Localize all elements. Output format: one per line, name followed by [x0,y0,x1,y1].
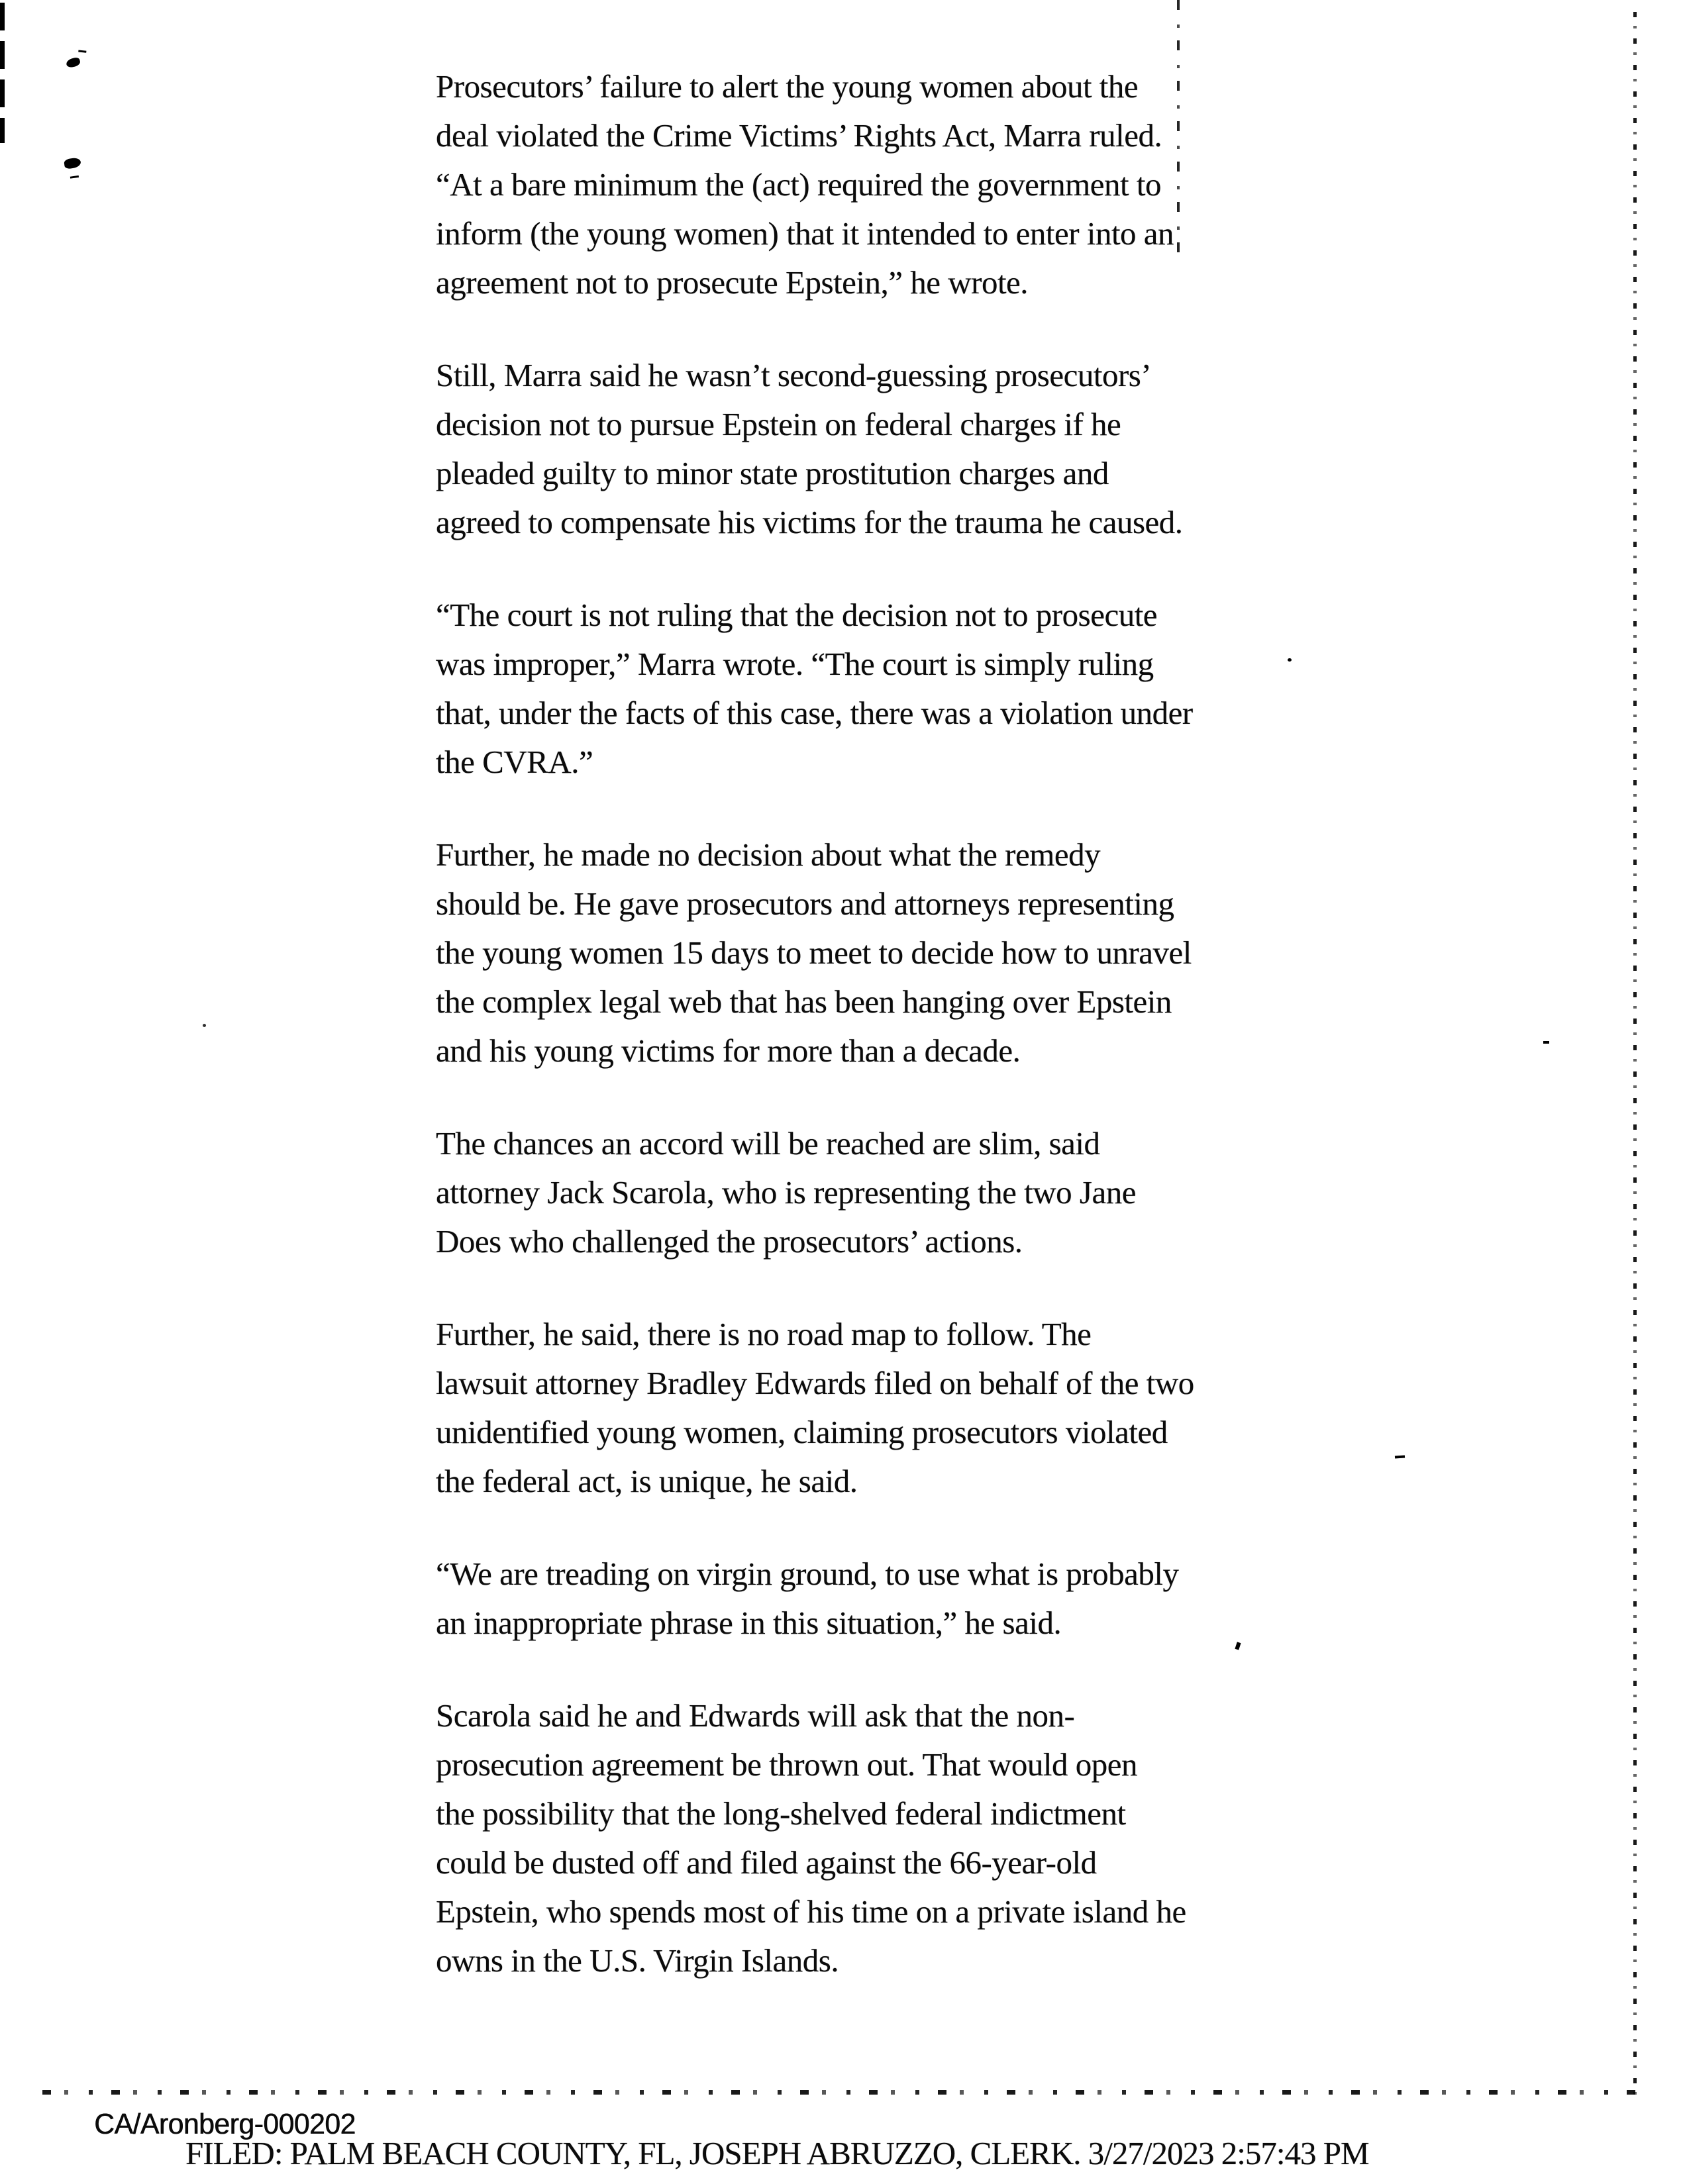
text-line: the complex legal web that has been hanging over Epstein [436,983,1172,1020]
text-line: and his young victims for more than a decade. [436,1032,1021,1069]
paragraph [436,351,1194,547]
scan-speck-artifact [1288,658,1292,662]
text-line: The chances an accord will be reached are slim, said [436,1125,1100,1162]
scan-speck-artifact [1235,1642,1241,1650]
text-line: inform (the young women) that it intended to enter into an [436,215,1174,252]
text-line: Further, he said, there is no road map to follow. The [436,1316,1092,1352]
text-line: the young women 15 days to meet to decide how to unravel [436,934,1192,971]
text-line: attorney Jack Scarola, who is representing the two Jane [436,1174,1136,1211]
scan-speck-artifact [203,1024,206,1027]
text-line: the federal act, is unique, he said. [436,1463,858,1499]
scan-speck-artifact [1543,1041,1549,1044]
paragraph [436,62,1194,307]
article-text-column [436,62,1194,2029]
text-line: Further, he made no decision about what the remedy [436,836,1101,873]
scan-speck-artifact [1395,1455,1405,1458]
paragraph [436,1691,1194,1985]
text-line: could be dusted off and filed against the 66-year-old [436,1844,1097,1881]
scan-edge-bar-artifact [0,3,5,143]
text-line: prosecution agreement be thrown out. That would open [436,1746,1137,1783]
paragraph [436,1310,1194,1506]
paragraph [436,1550,1194,1648]
text-line: the CVRA.” [436,744,593,780]
text-line: “At a bare minimum the (act) required the government to [436,166,1162,203]
ink-blob-artifact [66,57,81,69]
text-line: lawsuit attorney Bradley Edwards filed on behalf of the two [436,1365,1194,1401]
text-line: decision not to pursue Epstein on federal charges if he [436,406,1121,442]
text-line: an inappropriate phrase in this situation,” he said. [436,1605,1062,1641]
court-filed-stamp: FILED: PALM BEACH COUNTY, FL, JOSEPH ABRUZZO, CLERK. 3/27/2023 2:57:43 PM [185,2135,1369,2171]
text-line: should be. He gave prosecutors and attorneys representing [436,885,1174,922]
text-line: Epstein, who spends most of his time on a private island he [436,1893,1186,1930]
bottom-noise-line-artifact [42,2090,1637,2095]
text-line: pleaded guilty to minor state prostitution charges and [436,455,1109,491]
text-line: unidentified young women, claiming prosecutors violated [436,1414,1168,1450]
text-line: “The court is not ruling that the decision not to prosecute [436,597,1158,633]
right-margin-noise-line-artifact [1633,12,1637,2095]
paragraph [436,830,1194,1075]
text-line: Scarola said he and Edwards will ask that the non- [436,1697,1075,1734]
paragraph [436,1119,1194,1266]
ink-blob-artifact [64,157,81,169]
text-line: deal violated the Crime Victims’ Rights Act, Marra ruled. [436,117,1162,154]
text-line: was improper,” Marra wrote. “The court is simply ruling [436,646,1154,682]
text-line: the possibility that the long-shelved federal indictment [436,1795,1126,1832]
text-line: Prosecutors’ failure to alert the young women about the [436,68,1139,105]
text-line: agreed to compensate his victims for the trauma he caused. [436,504,1183,540]
text-line: owns in the U.S. Virgin Islands. [436,1942,839,1979]
text-line: Still, Marra said he wasn’t second-guessing prosecutors’ [436,357,1152,393]
bates-number: CA/Aronberg-000202 [94,2108,356,2140]
paragraph [436,591,1194,787]
text-line: that, under the facts of this case, there was a violation under [436,695,1193,731]
text-line: Does who challenged the prosecutors’ actions. [436,1223,1023,1260]
text-line: “We are treading on virgin ground, to use what is probably [436,1556,1179,1592]
text-line: agreement not to prosecute Epstein,” he wrote. [436,264,1029,301]
